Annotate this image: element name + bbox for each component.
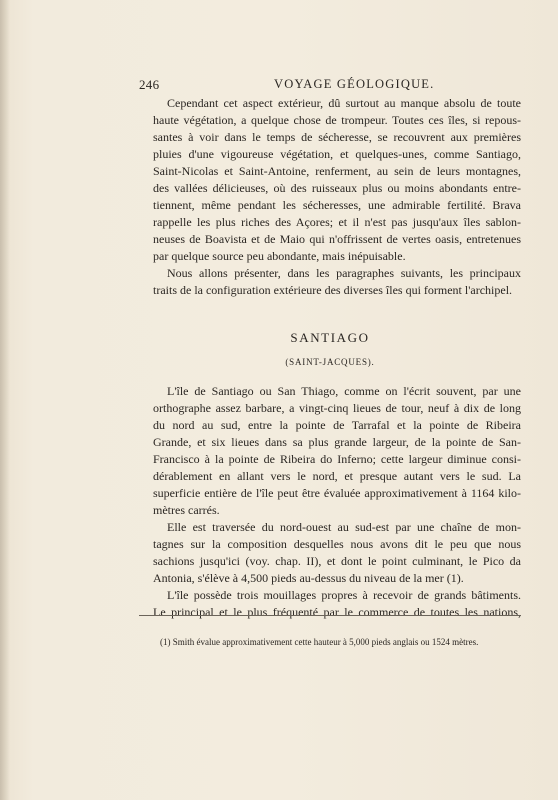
- text-line: par quelque source peu abondante, mais inépuisable.: [153, 249, 406, 263]
- text-line: superficie entière de l'île peut être évaluée approximativement à 1164 kilo-: [153, 486, 521, 500]
- text-line: L'île de Santiago ou San Thiago, comme on l'écrit souvent, par une: [167, 384, 521, 398]
- text-line: Grande, et six lieues dans sa plus grande largeur, de la pointe de San-: [153, 435, 521, 449]
- text-line: Le principal et le plus fréquenté par le commerce de toutes les nations,: [153, 605, 521, 619]
- text-line: tagnes sur la composition desquelles nous avons dit le peu que nous: [153, 537, 521, 551]
- body-text: [139, 383, 521, 621]
- text-line: Nous allons présenter, dans les paragraphes suivants, les principaux: [167, 266, 521, 280]
- section-subtitle: (SAINT-JACQUES).: [285, 357, 375, 367]
- text-line: Elle est traversée du nord-ouest au sud-est par une chaîne de mon-: [167, 520, 521, 534]
- text-line: orthographe assez barbare, a vingt-cinq lieues de tour, neuf à dix de long: [153, 401, 521, 415]
- paragraph: [139, 519, 521, 587]
- text-line: santes à voir dans le temps de sécheresse, se recouvrent aux premières: [153, 130, 521, 144]
- text-line: traits de la configuration extérieure des diverses îles qui forment l'archipel.: [153, 283, 513, 297]
- text-line: dérablement en allant vers le nord, et presque autant vers le sud. La: [153, 469, 521, 483]
- page-number: 246: [139, 77, 160, 92]
- text-line: tiennent, même pendant les sécheresses, une admirable fertilité. Brava: [153, 198, 521, 212]
- text-line: neuses de Boavista et de Maio qui n'offrissent de vertes oasis, entretenues: [153, 232, 521, 246]
- text-line: sachions jusqu'ici (voy. chap. II), et dont le point culminant, le Pico da: [153, 554, 521, 568]
- intro-text: [139, 95, 521, 299]
- footnote-rule: [139, 615, 521, 616]
- text-line: haute végétation, a quelque chose de trompeur. Toutes ces îles, si repous-: [153, 113, 521, 127]
- paragraph: [139, 383, 521, 519]
- text-line: mètres carrés.: [153, 503, 220, 517]
- running-head: [139, 77, 519, 95]
- paragraph: [139, 95, 521, 265]
- footnote: (1) Smith évalue approximativement cette hauteur à 5,000 pieds anglais ou 1524 mètres.: [160, 637, 479, 647]
- section-title: SANTIAGO: [290, 330, 370, 345]
- text-line: des vallées délicieuses, où des ruisseaux plus ou moins abondants entre-: [153, 181, 521, 195]
- page-fold-shadow: [0, 0, 10, 800]
- text-line: Cependant cet aspect extérieur, dû surtout au manque absolu de toute: [167, 96, 521, 110]
- text-line: Francisco à la pointe de Ribeira do Inferno; cette largeur diminue consi-: [153, 452, 521, 466]
- text-line: Saint-Nicolas et Saint-Antoine, renferment, au sein de leurs montagnes,: [153, 164, 521, 178]
- book-title: VOYAGE GÉOLOGIQUE.: [274, 77, 435, 91]
- text-line: rappelle les plus riches des Açores; et il n'est pas jusqu'aux îles sablon-: [153, 215, 521, 229]
- text-line: du nord au sud, entre la pointe de Tarrafal et la pointe de Ribeira: [153, 418, 521, 432]
- paragraph: [139, 265, 521, 299]
- text-line: pluies d'une vigoureuse végétation, et quelques-unes, comme Santiago,: [153, 147, 521, 161]
- text-line: Antonia, s'élève à 4,500 pieds au-dessus du niveau de la mer (1).: [153, 571, 464, 585]
- text-line: L'île possède trois mouillages propres à recevoir de grands bâtiments.: [167, 588, 521, 602]
